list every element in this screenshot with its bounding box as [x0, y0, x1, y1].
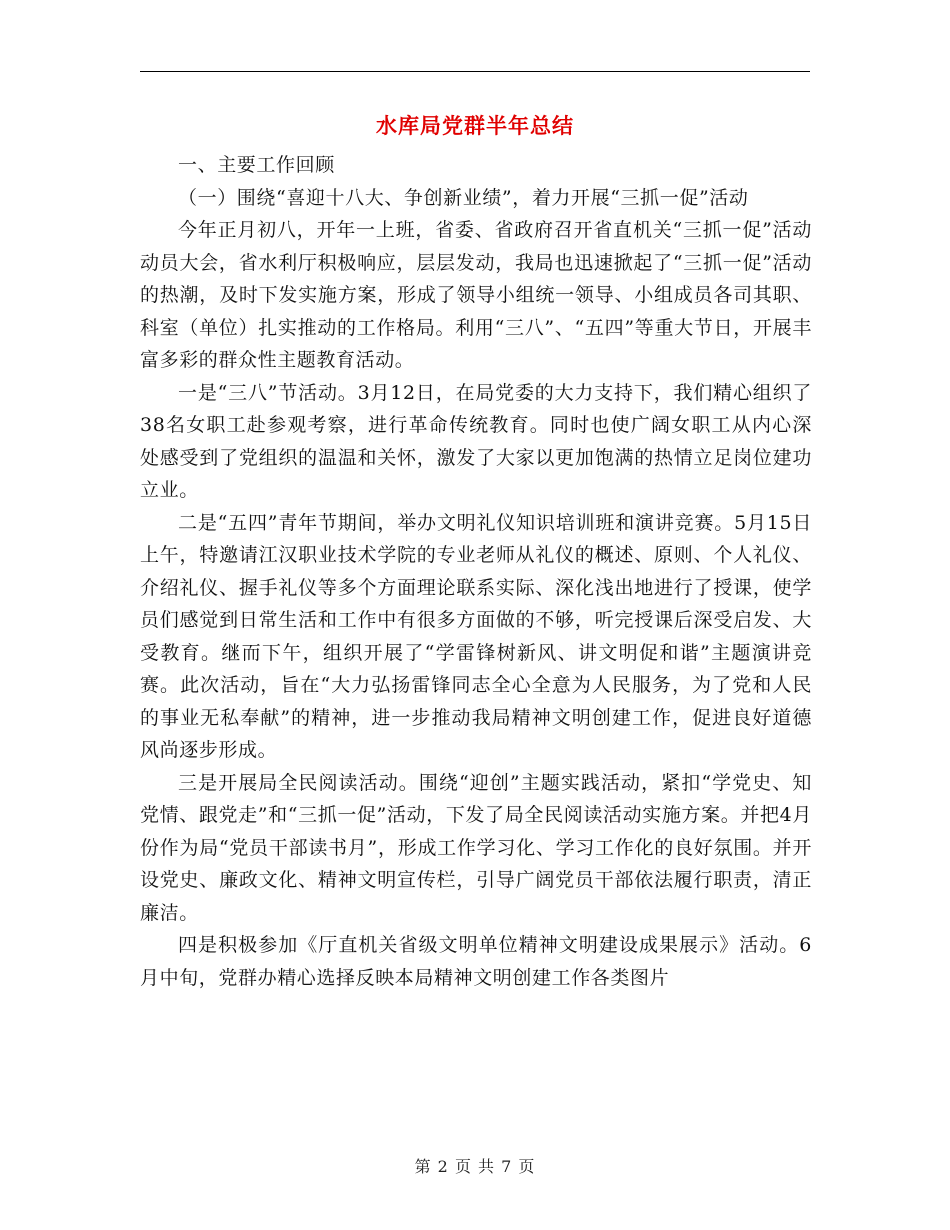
body-paragraph: 四是积极参加《厅直机关省级文明单位精神文明建设成果展示》活动。6月中旬，党群办精心选择反映本局精神文明创建工作各类图片	[140, 934, 812, 989]
section-heading: 一、主要工作回顾	[178, 154, 335, 176]
body-paragraph: 今年正月初八，开年一上班，省委、省政府召开省直机关“三抓一促”活动动员大会，省水利厅积极响应，层层发动，我局也迅速掀起了“三抓一促”活动的热潮，及时下发实施方案，形成了领导小组统一领导、小组成员各司其职、科室（单位）扎实推动的工作格局。利用“三八”、“五四”等重大节日，开展丰富多彩的群众性主题教育活动。	[140, 219, 812, 371]
header-rule	[140, 71, 810, 72]
document-title: 水库局党群半年总结	[376, 114, 574, 138]
document-body	[140, 149, 812, 994]
page-number-footer: 第 2 页 共 7 页	[414, 1157, 536, 1176]
body-paragraph: 二是“五四”青年节期间，举办文明礼仪知识培训班和演讲竞赛。5月15日上午，特邀请江汉职业技术学院的专业老师从礼仪的概述、原则、个人礼仪、介绍礼仪、握手礼仪等多个方面理论联系实际、深化浅出地进行了授课，使学员们感觉到日常生活和工作中有很多方面做的不够，听完授课后深受启发、大受教育。继而下午，组织开展了“学雷锋树新风、讲文明促和谐”主题演讲竞赛。此次活动，旨在“大力弘扬雷锋同志全心全意为人民服务，为了党和人民的事业无私奉献”的精神，进一步推动我局精神文明创建工作，促进良好道德风尚逐步形成。	[140, 511, 812, 761]
subsection-heading: （一）围绕“喜迎十八大、争创新业绩”，着力开展“三抓一促”活动	[178, 186, 749, 209]
body-paragraph: 三是开展局全民阅读活动。围绕“迎创”主题实践活动，紧扣“学党史、知党情、跟党走”和“三抓一促”活动，下发了局全民阅读活动实施方案。并把4月份作为局“党员干部读书月”，形成工作学习化、学习工作化的良好氛围。并开设党史、廉政文化、精神文明宣传栏，引导广阔党员干部依法履行职责，清正廉洁。	[140, 771, 812, 924]
body-paragraph: 一是“三八”节活动。3月12日，在局党委的大力支持下，我们精心组织了38名女职工赴参观考察，进行革命传统教育。同时也使广阔女职工从内心深处感受到了党组织的温温和关怀，激发了大家以更加饱满的热情立足岗位建功立业。	[140, 381, 812, 501]
